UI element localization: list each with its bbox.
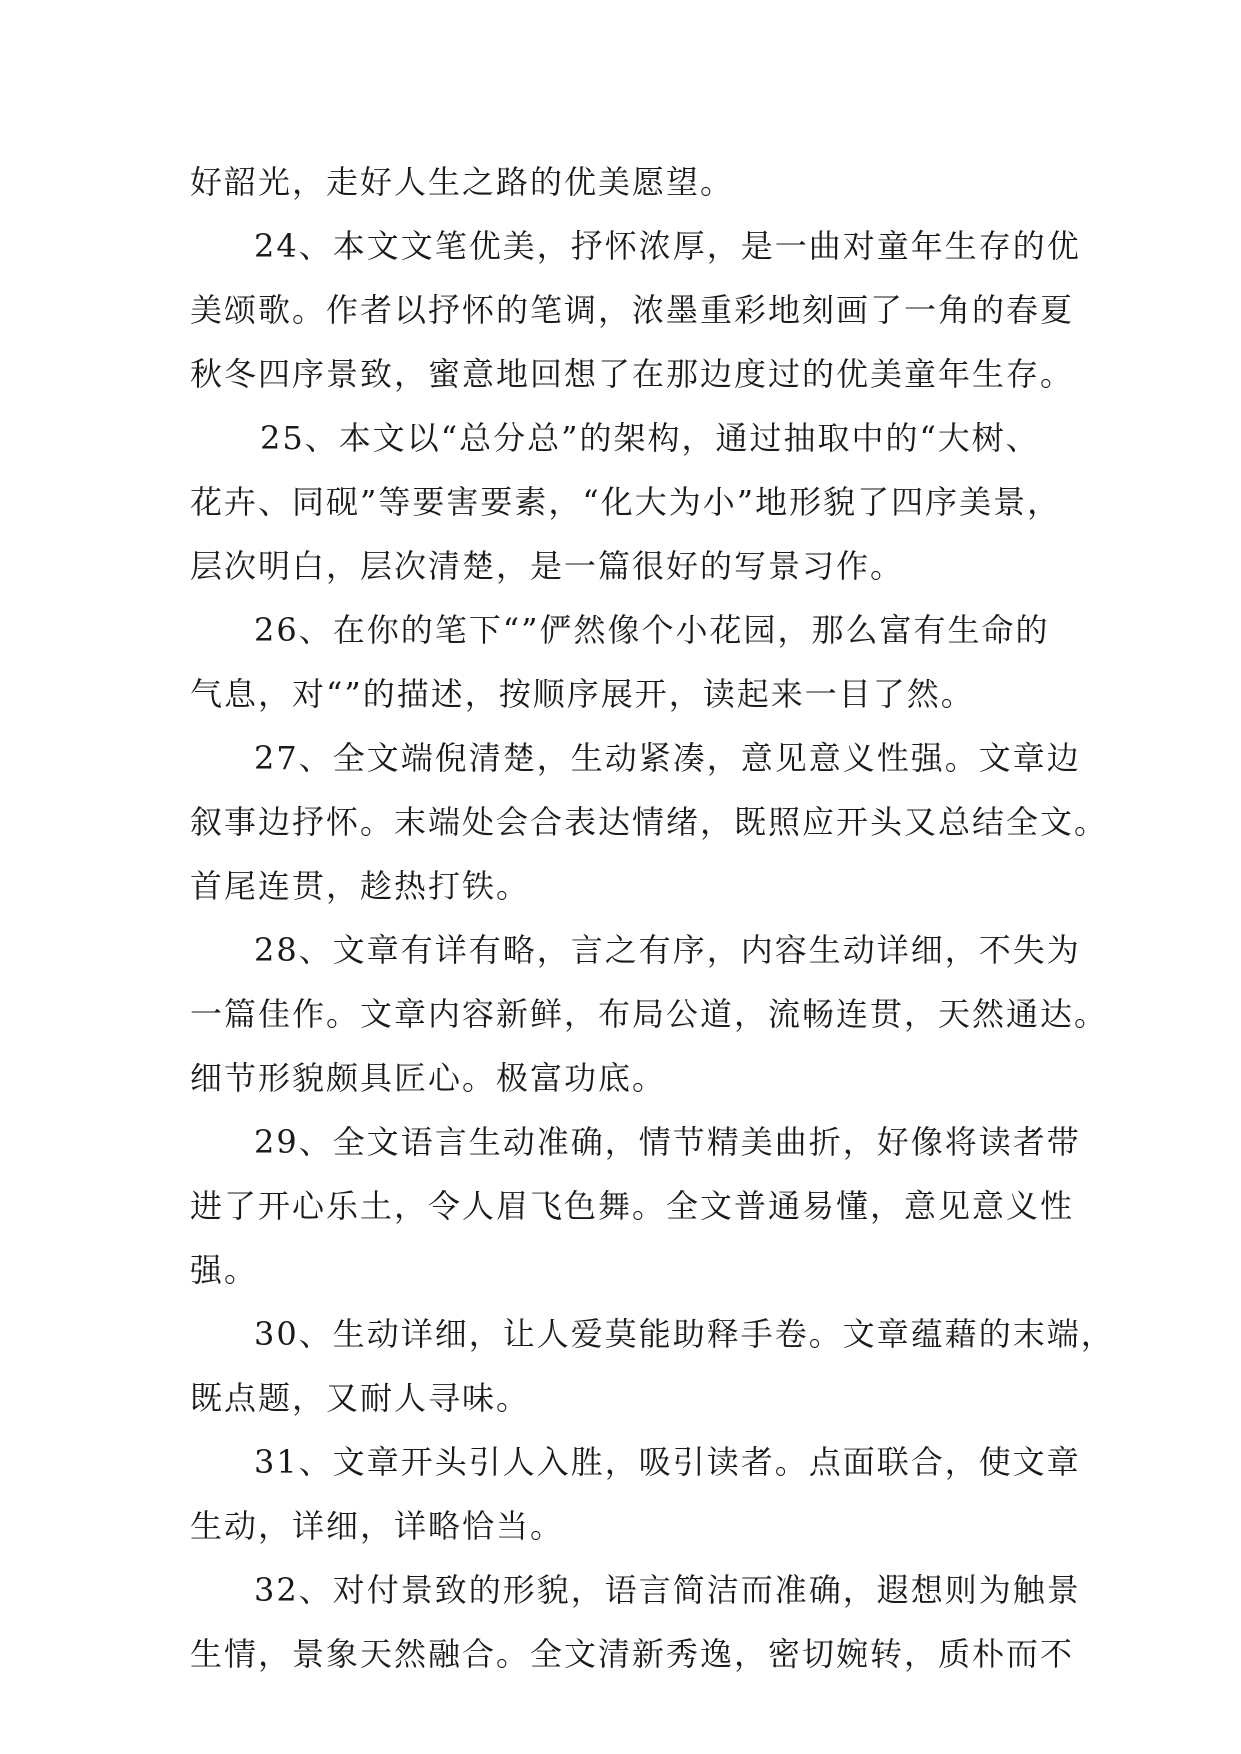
paragraph-line: 秋冬四序景致，蜜意地回想了在那边度过的优美童年生存。: [190, 355, 1075, 393]
paragraph-line: 细节形貌颇具匠心。极富功底。: [190, 1059, 667, 1097]
paragraph-line: 强。: [190, 1251, 259, 1289]
paragraph-line: 层次明白，层次清楚，是一篇很好的写景习作。: [190, 547, 905, 585]
document-body: [190, 150, 1115, 1686]
paragraph-line: 美颂歌。作者以抒怀的笔调，浓墨重彩地刻画了一角的春夏: [190, 291, 1075, 329]
paragraph-line: 25、本文以“总分总”的架构，通过抽取中的“大树、: [260, 419, 1040, 457]
paragraph-line: 生动，详细，详略恰当。: [190, 1507, 565, 1545]
paragraph-line: 29、全文语言生动准确，情节精美曲折，好像将读者带: [254, 1123, 1081, 1161]
paragraph-line: 32、对付景致的形貌，语言简洁而准确，遐想则为触景: [254, 1571, 1081, 1609]
paragraph-line: 进了开心乐土，令人眉飞色舞。全文普通易懂，意见意义性: [190, 1187, 1075, 1225]
paragraph-line: 28、文章有详有略，言之有序，内容生动详细，不失为: [254, 931, 1081, 969]
paragraph-line: 31、文章开头引人入胜，吸引读者。点面联合，使文章: [254, 1443, 1081, 1481]
paragraph-line: 30、生动详细，让人爱莫能助释手卷。文章蕴藉的末端，: [254, 1315, 1115, 1353]
paragraph-line: 花卉、同砚”等要害要素，“化大为小”地形貌了四序美景，: [190, 483, 1062, 521]
paragraph-line: 26、在你的笔下“”俨然像个小花园，那么富有生命的: [254, 611, 1050, 649]
paragraph-line: 首尾连贯，趁热打铁。: [190, 867, 531, 905]
paragraph-line: 24、本文文笔优美，抒怀浓厚，是一曲对童年生存的优: [254, 227, 1081, 265]
paragraph-line: 27、全文端倪清楚，生动紧凑，意见意义性强。文章边: [254, 739, 1081, 777]
paragraph-line: 既点题，又耐人寻味。: [190, 1379, 531, 1417]
paragraph-line: 生情，景象天然融合。全文清新秀逸，密切婉转，质朴而不: [190, 1635, 1075, 1673]
paragraph-line: 一篇佳作。文章内容新鲜，布局公道，流畅连贯，天然通达。: [190, 995, 1109, 1033]
paragraph-line: 好韶光，走好人生之路的优美愿望。: [190, 163, 735, 201]
paragraph-line: 叙事边抒怀。末端处会合表达情绪，既照应开头又总结全文。: [190, 803, 1109, 841]
paragraph-line: 气息，对“”的描述，按顺序展开，读起来一目了然。: [190, 675, 975, 713]
